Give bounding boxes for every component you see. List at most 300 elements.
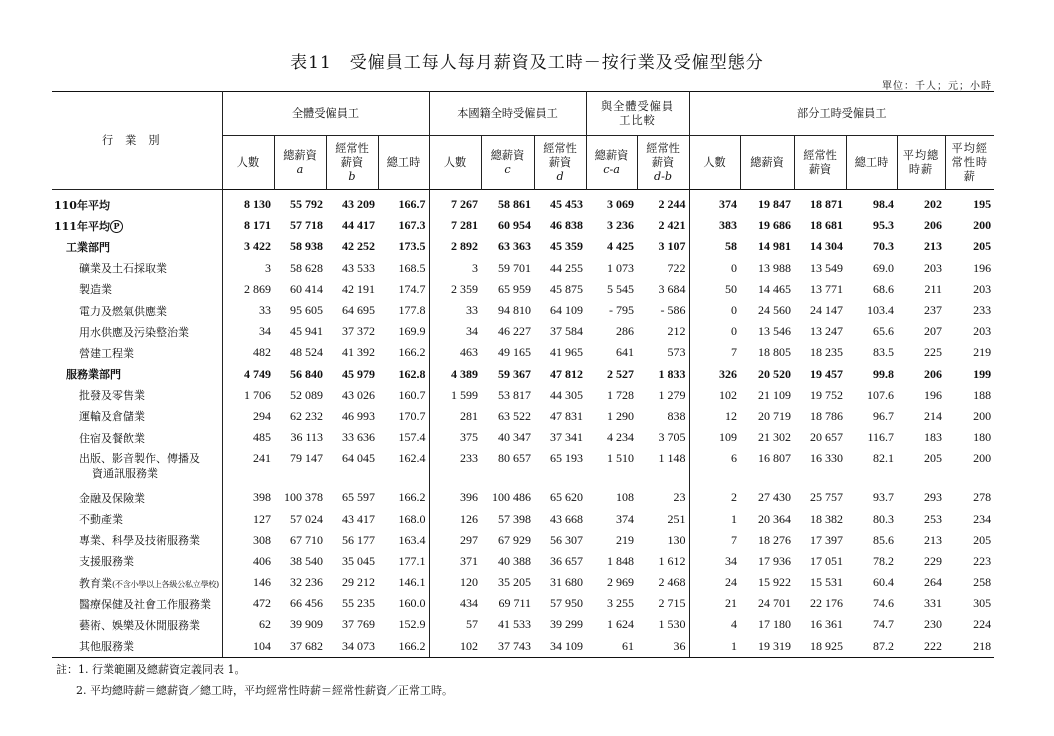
cell: 485: [222, 427, 274, 448]
cell: 102: [689, 385, 740, 406]
cell: 31 680: [550, 575, 584, 590]
cell: 251: [667, 511, 686, 526]
cell: 48 524: [290, 345, 323, 360]
cell: 2 244: [658, 197, 686, 212]
cell: 20 364: [758, 511, 792, 526]
cell: 37 682: [274, 636, 326, 658]
table-row: [52, 258, 994, 279]
cell: 222: [897, 636, 945, 658]
cell: 219: [973, 345, 992, 360]
cell: 146.1: [398, 575, 426, 590]
col-total-wage-all: 總薪資 a: [274, 136, 326, 190]
cell: 234: [973, 511, 992, 526]
col-hours-all: 總工時: [378, 136, 429, 190]
col-count-parttime: 人數: [689, 136, 740, 190]
cell: 58: [689, 236, 740, 257]
cell: 53 817: [498, 387, 532, 402]
cell: 42 252: [342, 239, 375, 254]
cell: 200: [973, 408, 992, 423]
cell: 24 147: [810, 303, 844, 318]
cell: 18 786: [810, 408, 844, 423]
table-row: [52, 572, 994, 593]
cell: 43 209: [342, 197, 375, 212]
row-label: 工業部門: [66, 240, 110, 254]
cell: 74.6: [873, 596, 895, 611]
cell: 19 457: [810, 366, 844, 381]
cell: 44 305: [550, 387, 584, 402]
cell: 34: [689, 551, 740, 572]
cell: 264: [924, 575, 943, 590]
cell: 1 279: [658, 387, 686, 402]
cell: 46 838: [550, 218, 584, 233]
cell: 36: [637, 636, 689, 658]
row-label: 製造業: [79, 283, 112, 297]
cell: 4 234: [607, 430, 635, 445]
cell: 1 728: [607, 387, 635, 402]
cell: 40 388: [498, 553, 532, 568]
cell: 203: [924, 260, 943, 275]
cell: 258: [973, 575, 992, 590]
cell: 24 701: [758, 596, 792, 611]
cell: 99.8: [873, 366, 895, 381]
cell: 406: [222, 551, 274, 572]
cell: 23: [673, 490, 686, 505]
cell: 32 236: [290, 575, 323, 590]
cell: 331: [924, 596, 943, 611]
cell: 44 417: [342, 218, 375, 233]
cell: 213: [924, 239, 943, 254]
cell: 41 392: [342, 345, 375, 360]
cell: 13 771: [810, 281, 844, 296]
cell: 100 486: [492, 490, 532, 505]
cell: 174.7: [398, 281, 426, 296]
cell: 2: [689, 487, 740, 508]
cell: 93.7: [873, 490, 895, 505]
cell: 4 749: [222, 364, 274, 385]
cell: 94 810: [498, 303, 532, 318]
cell: 396: [429, 487, 481, 508]
cell: 46 993: [342, 408, 375, 423]
cell: 14 981: [758, 239, 792, 254]
cell: 83.5: [873, 345, 895, 360]
cell: 202: [924, 197, 943, 212]
cell: 60.4: [873, 575, 895, 590]
cell: 4 425: [607, 239, 635, 254]
cell: 1 148: [658, 451, 686, 466]
cell: 47 831: [550, 408, 584, 423]
row-label: 支援服務業: [79, 555, 134, 569]
cell: 3 684: [658, 281, 686, 296]
cell: 17 397: [810, 532, 844, 547]
cell: 286: [616, 324, 635, 339]
table-row: [52, 448, 994, 487]
cell: 166.2: [398, 345, 426, 360]
table-row: [52, 614, 994, 635]
cell: 7 281: [429, 215, 481, 236]
cell: 18 382: [810, 511, 844, 526]
cell: 95.3: [873, 218, 895, 233]
cell: 472: [222, 593, 274, 614]
cell: 1 848: [607, 553, 635, 568]
cell: 206: [924, 218, 943, 233]
group-part-time: 部分工時受僱員工: [689, 92, 994, 136]
cell: 3 236: [607, 218, 635, 233]
cell: 102: [429, 636, 481, 658]
cell: 59 367: [498, 366, 532, 381]
cell: 16 330: [810, 451, 844, 466]
cell: 838: [667, 408, 686, 423]
note-2: 2. 平均總時薪＝總薪資／總工時，平均經常性時薪＝經常性薪資／正常工時。: [76, 684, 453, 697]
cell: 69.0: [873, 260, 895, 275]
table-row: [52, 487, 994, 508]
table-row: [52, 530, 994, 551]
table-body: [52, 190, 994, 658]
cell: 1: [689, 508, 740, 529]
cell: 18 871: [810, 197, 844, 212]
cell: 162.4: [398, 451, 426, 466]
col-regular-wage-all: 經常性薪資 b: [326, 136, 378, 190]
cell: 169.9: [398, 324, 426, 339]
row-label: 教育業(不含小學以上各級公私立學校): [79, 576, 219, 590]
cell: 50: [689, 279, 740, 300]
cell: 57 718: [290, 218, 323, 233]
cell: 230: [924, 617, 943, 632]
note-1: 註：1. 行業範圍及總薪資定義同表 1。: [56, 663, 246, 676]
cell: 212: [667, 324, 686, 339]
col-hours-parttime: 總工時: [846, 136, 897, 190]
cell: 95 605: [290, 303, 323, 318]
cell: 3 422: [222, 236, 274, 257]
cell: 56 840: [290, 366, 323, 381]
cell: 103.4: [867, 303, 895, 318]
cell: 3 705: [658, 430, 686, 445]
cell: 34: [429, 321, 481, 342]
cell: 1: [689, 636, 740, 658]
row-label: 金融及保險業: [79, 491, 145, 505]
cell: 170.7: [398, 408, 426, 423]
cell: 375: [429, 427, 481, 448]
notes: [56, 659, 453, 701]
cell: 374: [689, 190, 740, 216]
row-label: 111年平均 P: [52, 215, 222, 236]
category-header: 行業別: [52, 92, 222, 190]
cell: 398: [222, 487, 274, 508]
cell: 308: [222, 530, 274, 551]
cell: 1 073: [607, 260, 635, 275]
cell: 173.5: [398, 239, 426, 254]
cell: 45 453: [550, 197, 584, 212]
cell: 20 719: [758, 408, 792, 423]
cell: 46 227: [498, 324, 532, 339]
cell: 177.1: [398, 553, 426, 568]
cell: 87.2: [846, 636, 897, 658]
cell: 2 869: [222, 279, 274, 300]
cell: 57: [429, 614, 481, 635]
preliminary-mark: P: [110, 220, 123, 233]
cell: 157.4: [398, 430, 426, 445]
table-row: [52, 427, 994, 448]
row-label: 電力及燃氣供應業: [79, 304, 167, 318]
cell: 37 341: [550, 430, 584, 445]
cell: 45 941: [290, 324, 323, 339]
cell: 18 276: [758, 532, 792, 547]
cell: 229: [924, 553, 943, 568]
row-label: 服務業部門: [66, 368, 121, 382]
cell: 3: [429, 258, 481, 279]
cell: 14 465: [758, 281, 792, 296]
cell: 224: [973, 617, 992, 632]
cell: 205: [973, 532, 992, 547]
cell: 37 372: [342, 324, 375, 339]
cell: 2 527: [607, 366, 635, 381]
col-avg-hourly-total: 平均總時薪: [897, 136, 945, 190]
cell: 196: [924, 387, 943, 402]
cell: 65 597: [342, 490, 375, 505]
cell: 3: [222, 258, 274, 279]
cell: 0: [689, 300, 740, 321]
cell: 22 176: [810, 596, 844, 611]
cell: - 586: [660, 303, 686, 318]
table-row: [52, 406, 994, 427]
cell: 253: [924, 511, 943, 526]
cell: 213: [924, 532, 943, 547]
cell: 21 302: [758, 430, 792, 445]
cell: 63 522: [498, 408, 532, 423]
cell: 1 612: [658, 553, 686, 568]
col-total-wage-domestic: 總薪資 c: [481, 136, 534, 190]
cell: 27 430: [758, 490, 792, 505]
cell: 37 769: [342, 617, 375, 632]
cell: 69 711: [498, 596, 532, 611]
cell: 39 299: [550, 617, 584, 632]
cell: 371: [429, 551, 481, 572]
cell: 16 807: [758, 451, 792, 466]
cell: 326: [689, 364, 740, 385]
col-count-all: 人數: [222, 136, 274, 190]
cell: 68.6: [873, 281, 895, 296]
cell: 8 171: [222, 215, 274, 236]
cell: 199: [973, 366, 992, 381]
cell: 188: [973, 387, 992, 402]
cell: 19 752: [810, 387, 844, 402]
cell: 34 073: [326, 636, 378, 658]
cell: 0: [689, 258, 740, 279]
cell: 200: [973, 451, 992, 466]
row-label: 住宿及餐飲業: [79, 431, 145, 445]
cell: 70.3: [873, 239, 895, 254]
col-total-wage-diff: 總薪資 c-a: [586, 136, 637, 190]
cell: 13 247: [810, 324, 844, 339]
cell: 43 533: [342, 260, 375, 275]
cell: 57 398: [498, 511, 532, 526]
cell: 1 510: [607, 451, 635, 466]
cell: 1 706: [222, 385, 274, 406]
cell: 41 533: [498, 617, 532, 632]
cell: 45 875: [550, 281, 584, 296]
row-label: 用水供應及污染整治業: [79, 325, 189, 339]
cell: 177.8: [398, 303, 426, 318]
cell: 7: [689, 530, 740, 551]
cell: 35 205: [498, 575, 532, 590]
cell: 214: [924, 408, 943, 423]
cell: 66 456: [290, 596, 323, 611]
group-comparison: 與全體受僱員工比較: [586, 92, 689, 136]
cell: 63 363: [498, 239, 532, 254]
cell: 4: [689, 614, 740, 635]
cell: 17 051: [810, 553, 844, 568]
cell: 168.0: [398, 511, 426, 526]
cell: 38 540: [290, 553, 323, 568]
cell: 55 792: [290, 197, 323, 212]
col-total-wage-parttime: 總薪資: [740, 136, 794, 190]
cell: 294: [222, 406, 274, 427]
cell: 3 107: [658, 239, 686, 254]
cell: 39 909: [290, 617, 323, 632]
cell: 35 045: [342, 553, 375, 568]
cell: 21: [689, 593, 740, 614]
cell: 98.4: [873, 197, 895, 212]
cell: 96.7: [873, 408, 895, 423]
cell: 120: [429, 572, 481, 593]
table-row: [52, 279, 994, 300]
cell: 3 069: [607, 197, 635, 212]
row-label: 其他服務業: [52, 636, 222, 658]
cell: 17 180: [758, 617, 792, 632]
cell: 13 988: [758, 260, 792, 275]
table-row: [52, 551, 994, 572]
table-row: [52, 364, 994, 385]
col-avg-hourly-regular: 平均經常性時薪: [945, 136, 994, 190]
cell: 18 925: [794, 636, 846, 658]
cell: 2 468: [658, 575, 686, 590]
cell: 7: [689, 342, 740, 363]
cell: 79 147: [290, 451, 323, 466]
cell: 152.9: [398, 617, 426, 632]
cell: 241: [222, 448, 274, 487]
cell: 13 546: [758, 324, 792, 339]
cell: 225: [924, 345, 943, 360]
cell: 1 290: [607, 408, 635, 423]
cell: 44 255: [550, 260, 584, 275]
cell: 18 235: [810, 345, 844, 360]
cell: 82.1: [873, 451, 895, 466]
cell: 8 130: [222, 190, 274, 216]
wage-table: [52, 91, 994, 658]
row-label: 藝術、娛樂及休閒服務業: [79, 618, 200, 632]
cell: 160.0: [398, 596, 426, 611]
cell: 33 636: [342, 430, 375, 445]
cell: 45 979: [342, 366, 375, 381]
row-label: 營建工程業: [79, 346, 134, 360]
table-row: [52, 215, 994, 236]
table-header: [52, 92, 994, 190]
cell: 55 235: [342, 596, 375, 611]
cell: 49 165: [498, 345, 532, 360]
cell: 233: [973, 303, 992, 318]
cell: 166.2: [398, 490, 426, 505]
cell: 4 389: [429, 364, 481, 385]
cell: 183: [924, 430, 943, 445]
row-label: 110年平均: [54, 198, 110, 212]
cell: 1 530: [658, 617, 686, 632]
cell: 34 109: [534, 636, 586, 658]
cell: 21 109: [758, 387, 792, 402]
cell: 126: [429, 508, 481, 529]
cell: 293: [924, 490, 943, 505]
cell: 297: [429, 530, 481, 551]
cell: 60 414: [290, 281, 323, 296]
cell: 16 361: [810, 617, 844, 632]
table-title: 表11 受僱員工每人每月薪資及工時－按行業及受僱型態分: [290, 53, 764, 73]
cell: 205: [924, 451, 943, 466]
cell: 52 089: [290, 387, 323, 402]
cell: 205: [973, 239, 992, 254]
cell: 2 359: [429, 279, 481, 300]
cell: 67 929: [498, 532, 532, 547]
cell: 207: [924, 324, 943, 339]
row-label: 批發及零售業: [79, 389, 145, 403]
cell: 383: [689, 215, 740, 236]
cell: 434: [429, 593, 481, 614]
cell: 195: [973, 197, 992, 212]
cell: 80 657: [498, 451, 532, 466]
cell: 17 936: [758, 553, 792, 568]
cell: 57 024: [290, 511, 323, 526]
cell: 56 177: [342, 532, 375, 547]
cell: 196: [973, 260, 992, 275]
cell: 61: [586, 636, 637, 658]
cell: 33: [222, 300, 274, 321]
cell: 573: [667, 345, 686, 360]
group-all-employees: 全體受僱員工: [222, 92, 429, 136]
table-row: [52, 321, 994, 342]
unit-label: 單位：千人；元；小時: [882, 81, 992, 92]
cell: 278: [973, 490, 992, 505]
cell: 64 109: [550, 303, 584, 318]
cell: 482: [222, 342, 274, 363]
col-regular-wage-parttime: 經常性薪資: [794, 136, 846, 190]
cell: 80.3: [873, 511, 895, 526]
cell: 107.6: [867, 387, 895, 402]
col-count-domestic: 人數: [429, 136, 481, 190]
cell: 206: [924, 366, 943, 381]
cell: 59 701: [498, 260, 532, 275]
cell: - 795: [609, 303, 635, 318]
cell: 162.8: [398, 366, 426, 381]
cell: 74.7: [873, 617, 895, 632]
cell: 43 668: [550, 511, 584, 526]
cell: 43 026: [342, 387, 375, 402]
cell: 37 743: [481, 636, 534, 658]
cell: 160.7: [398, 387, 426, 402]
cell: 19 319: [740, 636, 794, 658]
cell: 7 267: [429, 190, 481, 216]
table-row: [52, 593, 994, 614]
cell: 24: [689, 572, 740, 593]
cell: 233: [429, 448, 481, 487]
cell: 85.6: [873, 532, 895, 547]
cell: 33: [429, 300, 481, 321]
table-row: [52, 300, 994, 321]
cell: 203: [973, 324, 992, 339]
cell: 2 421: [658, 218, 686, 233]
cell: 19 686: [758, 218, 792, 233]
cell: 3 255: [607, 596, 635, 611]
cell: 1 599: [429, 385, 481, 406]
cell: 223: [973, 553, 992, 568]
cell: 13 549: [810, 260, 844, 275]
table-row: [52, 385, 994, 406]
